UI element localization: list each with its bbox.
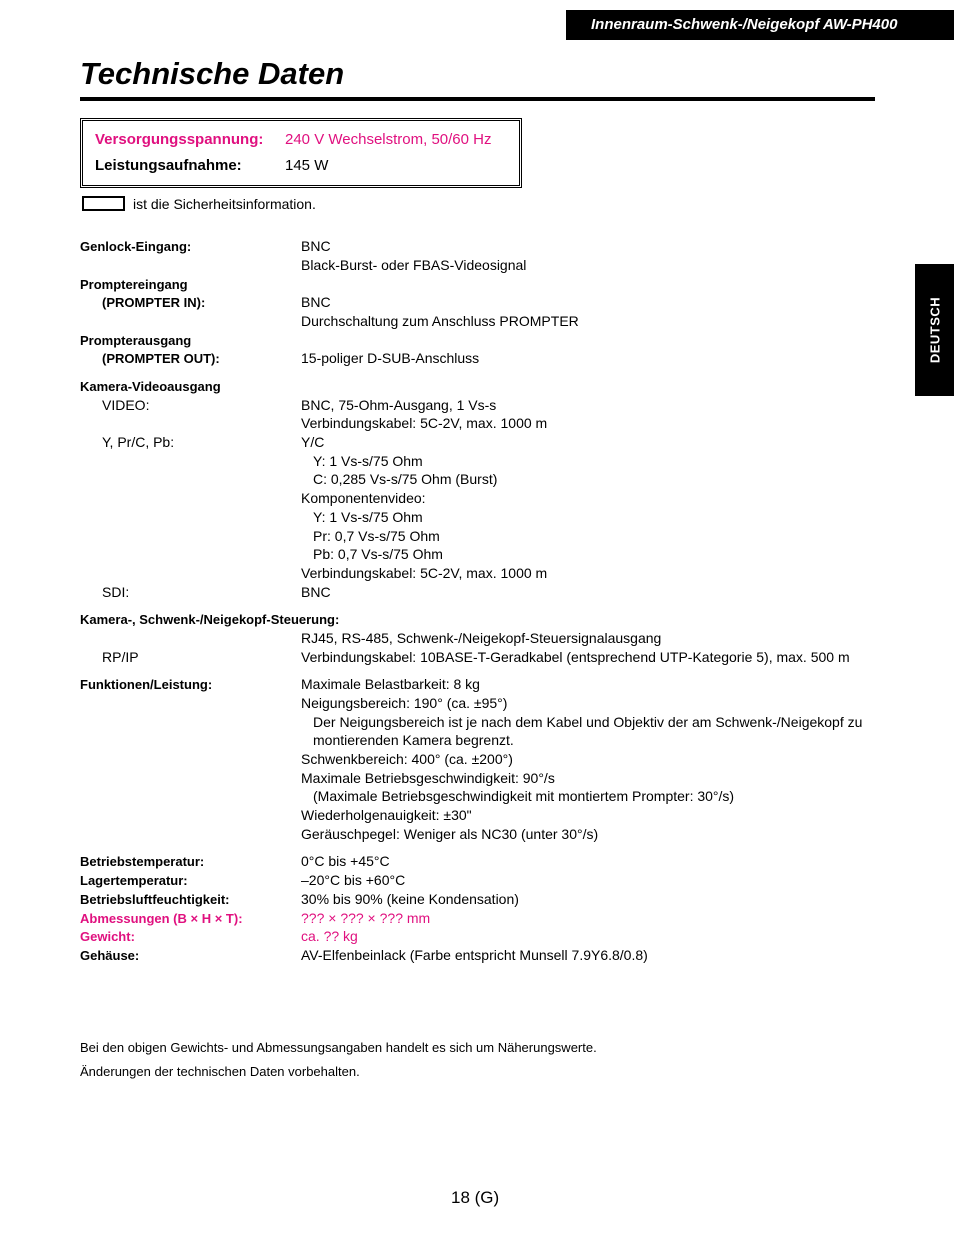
video-value-2: Verbindungskabel: 5C-2V, max. 1000 m	[301, 415, 548, 431]
safety-note-text: ist die Sicherheitsinformation.	[133, 196, 316, 212]
weight-label: Gewicht:	[80, 929, 135, 944]
ypc-value-4: Komponentenvideo:	[301, 490, 426, 506]
ypc-value-3: C: 0,285 Vs-s/75 Ohm (Burst)	[313, 471, 498, 487]
rpip-label: RP/IP	[102, 649, 139, 665]
camera-video-label: Kamera-Videoausgang	[80, 379, 221, 394]
genlock-label: Genlock-Eingang:	[80, 239, 192, 254]
housing-label: Gehäuse:	[80, 948, 140, 963]
ypc-label: Y, Pr/C, Pb:	[102, 434, 175, 450]
ypc-value-6: Pr: 0,7 Vs-s/75 Ohm	[313, 528, 440, 544]
rpip-value-1: Verbindungskabel: 10BASE-T-Geradkabel (entsprechend UTP-Kategorie 5), max. 500 m	[301, 649, 850, 665]
prompter-out-sublabel: (PROMPTER OUT):	[102, 351, 220, 366]
page-number: 18 (G)	[451, 1188, 500, 1207]
functions-value-7: (Maximale Betriebsgeschwindigkeit mit montiertem Prompter: 30°/s)	[313, 788, 735, 804]
language-tab-label: DEUTSCH	[927, 296, 942, 364]
control-value-1: RJ45, RS-485, Schwenk-/Neigekopf-Steuersignalausgang	[301, 630, 662, 646]
functions-label: Funktionen/Leistung:	[80, 677, 213, 692]
genlock-value-2: Black-Burst- oder FBAS-Videosignal	[301, 257, 527, 273]
ypc-value-5: Y: 1 Vs-s/75 Ohm	[313, 509, 423, 525]
footnote-changes: Änderungen der technischen Daten vorbehalten.	[80, 1064, 360, 1079]
dimensions-label: Abmessungen (B × H × T):	[80, 911, 243, 926]
weight-value: ca. ?? kg	[301, 928, 358, 944]
functions-value-9: Geräuschpegel: Weniger als NC30 (unter 30°/s)	[301, 826, 599, 842]
prompter-in-sublabel: (PROMPTER IN):	[102, 295, 206, 310]
prompter-in-value-2: Durchschaltung zum Anschluss PROMPTER	[301, 313, 579, 329]
ypc-value-1: Y/C	[301, 434, 325, 450]
ypc-value-8: Verbindungskabel: 5C-2V, max. 1000 m	[301, 565, 548, 581]
prompter-out-label: Prompterausgang	[80, 333, 192, 348]
sdi-label: SDI:	[102, 584, 130, 600]
functions-value-2: Neigungsbereich: 190° (ca. ±95°)	[301, 695, 508, 711]
footnote-approx: Bei den obigen Gewichts- und Abmessungsangaben handelt es sich um Näherungswerte.	[80, 1040, 597, 1055]
functions-value-8: Wiederholgenauigkeit: ±30"	[301, 807, 472, 823]
consumption-label: Leistungsaufnahme:	[95, 157, 242, 174]
sdi-value-1: BNC	[301, 584, 331, 600]
supply-value: 240 V Wechselstrom, 50/60 Hz	[285, 131, 492, 148]
header-product-title: Innenraum-Schwenk-/Neigekopf AW-PH400	[566, 10, 954, 40]
operating-temp-label: Betriebstemperatur:	[80, 854, 205, 869]
functions-value-6: Maximale Betriebsgeschwindigkeit: 90°/s	[301, 770, 555, 786]
humidity-label: Betriebsluftfeuchtigkeit:	[80, 892, 230, 907]
humidity-value: 30% bis 90% (keine Kondensation)	[301, 891, 519, 907]
power-spec-box	[80, 118, 522, 188]
page-title: Technische Daten	[80, 56, 345, 91]
functions-value-3: Der Neigungsbereich ist je nach dem Kabel und Objektiv der am Schwenk-/Neigekopf zu	[313, 714, 863, 730]
title-divider	[80, 97, 875, 101]
ypc-value-7: Pb: 0,7 Vs-s/75 Ohm	[313, 546, 443, 562]
storage-temp-label: Lagertemperatur:	[80, 873, 188, 888]
control-label: Kamera-, Schwenk-/Neigekopf-Steuerung:	[80, 612, 340, 627]
video-label: VIDEO:	[102, 397, 150, 413]
functions-value-5: Schwenkbereich: 400° (ca. ±200°)	[301, 751, 513, 767]
video-value-1: BNC, 75-Ohm-Ausgang, 1 Vs-s	[301, 397, 497, 413]
supply-label: Versorgungsspannung:	[95, 131, 264, 148]
language-tab	[915, 264, 954, 396]
safety-symbol-icon	[82, 196, 125, 211]
storage-temp-value: –20°C bis +60°C	[301, 872, 406, 888]
functions-value-4: montierenden Kamera begrenzt.	[313, 732, 514, 748]
prompter-in-label: Promptereingang	[80, 277, 188, 292]
prompter-out-value-1: 15-poliger D-SUB-Anschluss	[301, 350, 480, 366]
dimensions-value: ??? × ??? × ??? mm	[301, 910, 431, 926]
genlock-value-1: BNC	[301, 238, 331, 254]
operating-temp-value: 0°C bis +45°C	[301, 853, 390, 869]
ypc-value-2: Y: 1 Vs-s/75 Ohm	[313, 453, 423, 469]
functions-value-1: Maximale Belastbarkeit: 8 kg	[301, 676, 480, 692]
housing-value: AV-Elfenbeinlack (Farbe entspricht Munsell 7.9Y6.8/0.8)	[301, 947, 648, 963]
safety-note	[82, 196, 316, 213]
consumption-value: 145 W	[285, 157, 329, 174]
prompter-in-value-1: BNC	[301, 294, 331, 310]
